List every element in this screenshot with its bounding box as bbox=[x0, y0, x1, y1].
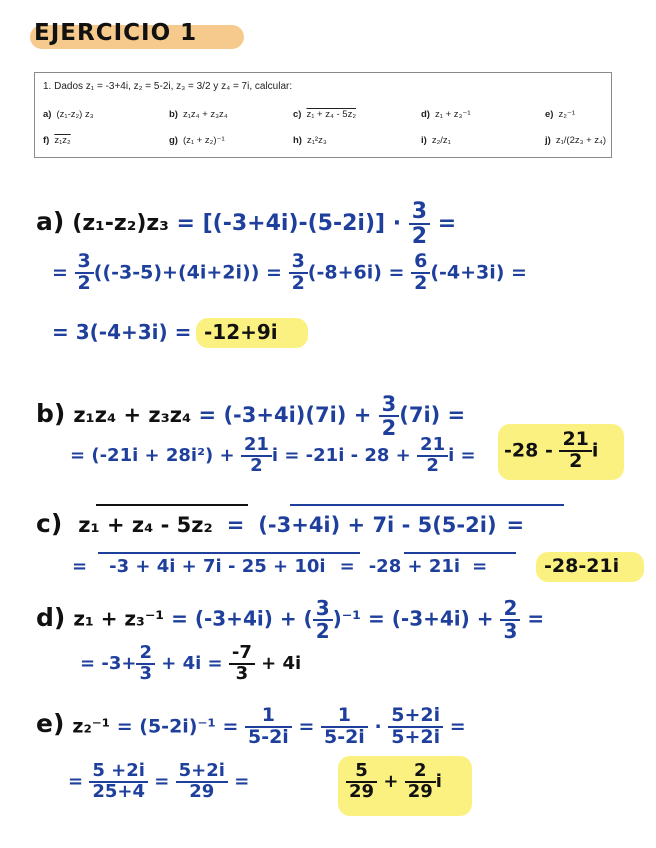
fraction bbox=[289, 252, 308, 294]
fraction bbox=[409, 200, 430, 248]
solution-e-expression: z₂⁻¹ bbox=[72, 715, 111, 738]
conjugate-bar bbox=[290, 504, 564, 506]
denominator: 3 bbox=[139, 662, 152, 684]
solution-c-step: = bbox=[72, 556, 88, 577]
denominator: 2 bbox=[411, 224, 428, 250]
solution-d-expression: z₁ + z₃⁻¹ bbox=[73, 606, 165, 631]
solution-a-step: (-4+3i) = bbox=[430, 261, 527, 284]
fraction bbox=[346, 762, 377, 802]
statement-intro: 1. Dados z₁ = -3+4i, z₂ = 5-2i, z₃ = 3/2 y z₄ = 7i, calcular: bbox=[43, 81, 293, 92]
item-text: z₂/z₁ bbox=[431, 135, 451, 146]
fraction bbox=[229, 644, 255, 684]
solution-a-step: = bbox=[430, 211, 457, 237]
numerator: 5+2i bbox=[176, 762, 228, 783]
denominator: 5+2i bbox=[391, 725, 441, 748]
denominator: 29 bbox=[407, 780, 433, 802]
numerator: 5+2i bbox=[388, 706, 443, 728]
solution-c-step: -3 + 4i + 7i - 25 + 10i bbox=[109, 556, 326, 577]
numerator: 21 bbox=[559, 430, 591, 452]
fraction bbox=[75, 252, 94, 294]
numerator: 2 bbox=[405, 762, 436, 783]
exercise-title-block bbox=[34, 20, 197, 46]
answer-a: -12+9i bbox=[204, 320, 278, 344]
solution-b-step: = (-3+4i)(7i) + bbox=[191, 403, 379, 428]
solution-c-step: = bbox=[506, 513, 525, 537]
solution-c-step: = bbox=[472, 556, 488, 577]
solution-b-step: (7i) = bbox=[399, 403, 466, 428]
conjugate-bar bbox=[404, 552, 516, 554]
denominator: 2 bbox=[291, 271, 305, 294]
fraction bbox=[417, 436, 448, 476]
solution-e-step: · bbox=[367, 715, 389, 738]
solution-e-step: = bbox=[227, 770, 250, 792]
item-text: z₁z₂ bbox=[54, 135, 71, 146]
solution-a-step: (-8+6i) = bbox=[307, 261, 412, 284]
solution-b-label: b) bbox=[36, 399, 66, 429]
solution-b-step: = (-21i + 28i²) + bbox=[70, 444, 241, 466]
denominator: 5-2i bbox=[247, 725, 289, 748]
statement-item-a bbox=[43, 109, 94, 120]
item-key: j) bbox=[545, 135, 551, 146]
item-text: z₁²z₃ bbox=[306, 135, 327, 146]
item-key: i) bbox=[421, 135, 427, 146]
numerator: 1 bbox=[245, 706, 292, 728]
denominator: 2 bbox=[381, 416, 397, 441]
solution-d-step: = bbox=[520, 606, 545, 631]
solution-b-line-2 bbox=[70, 436, 476, 476]
denominator: 29 bbox=[349, 780, 375, 802]
solution-d-step: )⁻¹ = (-3+4i) + bbox=[332, 606, 501, 631]
solution-c-line-1 bbox=[36, 509, 524, 538]
solution-a-label: a) bbox=[36, 207, 65, 237]
solution-e-line-2 bbox=[68, 762, 249, 802]
solution-c-step: -28 + 21i bbox=[368, 556, 461, 577]
solution-e-line-1 bbox=[36, 706, 466, 748]
fraction bbox=[241, 436, 272, 476]
fraction bbox=[89, 762, 148, 802]
solution-b-step: i = -21i - 28 + bbox=[271, 444, 418, 466]
solution-a-expression: (z₁-z₂)z₃ bbox=[72, 211, 169, 237]
fraction bbox=[500, 598, 520, 642]
solution-c-label: c) bbox=[36, 509, 63, 538]
item-key: c) bbox=[293, 109, 302, 120]
numerator: 2 bbox=[136, 644, 155, 665]
numerator: 1 bbox=[321, 706, 368, 728]
item-text: (z₁-z₂) z₃ bbox=[56, 109, 94, 120]
denominator: 2 bbox=[426, 454, 439, 476]
solution-d-label: d) bbox=[36, 602, 66, 632]
answer-e-part: i bbox=[435, 770, 442, 792]
item-key: e) bbox=[545, 109, 554, 120]
numerator: 21 bbox=[241, 436, 272, 457]
solution-c-step: = bbox=[226, 513, 245, 537]
solution-c-step: = bbox=[339, 556, 355, 577]
fraction bbox=[379, 393, 400, 439]
solution-d-step: + 4i bbox=[254, 652, 302, 674]
fraction bbox=[136, 644, 155, 684]
item-key: g) bbox=[169, 135, 178, 146]
numerator: 21 bbox=[417, 436, 448, 457]
statement-item-g bbox=[169, 135, 225, 146]
item-key: h) bbox=[293, 135, 302, 146]
solution-d-step: + 4i = bbox=[154, 652, 229, 674]
fraction bbox=[559, 430, 591, 472]
solution-a-line-2 bbox=[52, 252, 527, 294]
numerator: -7 bbox=[229, 644, 255, 665]
solution-c-step: (-3+4i) + 7i - 5(5-2i) bbox=[258, 513, 497, 537]
statement-item-h bbox=[293, 135, 327, 146]
solution-a-step: ((-3-5)+(4i+2i)) = bbox=[93, 261, 289, 284]
solution-b-line-1 bbox=[36, 393, 465, 439]
solution-b-step: i = bbox=[448, 444, 476, 466]
exercise-title: EJERCICIO 1 bbox=[34, 20, 198, 46]
conjugate-bar bbox=[98, 552, 360, 554]
solution-c-line-2 bbox=[72, 556, 487, 577]
solution-d-step: = (-3+4i) + ( bbox=[164, 606, 313, 631]
answer-e-part: + bbox=[377, 770, 405, 792]
item-key: d) bbox=[421, 109, 430, 120]
denominator: 5-2i bbox=[323, 725, 365, 748]
answer-b-part: -28 - bbox=[504, 439, 560, 462]
numerator: 3 bbox=[313, 598, 333, 621]
statement-item-c bbox=[293, 109, 356, 120]
fraction bbox=[321, 706, 368, 748]
solution-d-step: = -3+ bbox=[80, 652, 137, 674]
solution-a-line-1 bbox=[36, 200, 456, 248]
solution-e-step: = bbox=[291, 715, 321, 738]
numerator: 3 bbox=[409, 200, 430, 225]
solution-e-step: = bbox=[68, 770, 90, 792]
fraction bbox=[313, 598, 333, 642]
solution-a-step: = bbox=[52, 261, 75, 284]
answer-e bbox=[346, 762, 442, 802]
answer-b bbox=[504, 430, 598, 472]
denominator: 2 bbox=[77, 271, 91, 294]
solution-d-line-1 bbox=[36, 598, 544, 642]
fraction bbox=[245, 706, 292, 748]
item-text: z₁z₄ + z₃z₄ bbox=[182, 109, 228, 120]
statement-item-i bbox=[421, 135, 451, 146]
denominator: 2 bbox=[250, 454, 263, 476]
denominator: 3 bbox=[235, 662, 249, 684]
item-text: z₁ + z₃⁻¹ bbox=[434, 109, 471, 120]
item-text: z₂⁻¹ bbox=[558, 109, 576, 120]
numerator: 6 bbox=[411, 252, 430, 274]
fraction bbox=[405, 762, 436, 802]
statement-item-j bbox=[545, 135, 606, 146]
solution-e-label: e) bbox=[36, 709, 65, 739]
denominator: 29 bbox=[189, 780, 215, 802]
solution-b-expression: z₁z₄ + z₃z₄ bbox=[73, 403, 192, 428]
statement-item-e bbox=[545, 109, 575, 120]
statement-item-b bbox=[169, 109, 228, 120]
numerator: 3 bbox=[289, 252, 308, 274]
numerator: 5 +2i bbox=[89, 762, 148, 783]
item-text: (z₁ + z₂)⁻¹ bbox=[182, 135, 225, 146]
fraction bbox=[388, 706, 443, 748]
numerator: 3 bbox=[75, 252, 94, 274]
numerator: 5 bbox=[346, 762, 377, 783]
solution-a-line-3: = 3(-4+3i) = bbox=[52, 320, 192, 344]
solution-e-step: = bbox=[148, 770, 176, 792]
denominator: 3 bbox=[503, 619, 518, 643]
numerator: 2 bbox=[500, 598, 520, 621]
answer-b-part: i bbox=[591, 439, 599, 462]
item-key: a) bbox=[43, 109, 52, 120]
numerator: 3 bbox=[379, 393, 400, 417]
denominator: 2 bbox=[414, 271, 428, 294]
item-key: f) bbox=[43, 135, 50, 146]
solution-e-step: = bbox=[443, 715, 466, 738]
answer-c: -28-21i bbox=[544, 555, 620, 577]
fraction bbox=[176, 762, 228, 802]
conjugate-bar bbox=[96, 504, 248, 506]
item-text: z₁ + z₄ - 5z₂ bbox=[306, 109, 357, 120]
solution-c-expression: z₁ + z₄ - 5z₂ bbox=[78, 513, 213, 537]
problem-statement-box bbox=[34, 72, 612, 158]
solution-d-line-2 bbox=[80, 644, 301, 684]
statement-item-d bbox=[421, 109, 471, 120]
denominator: 2 bbox=[569, 449, 583, 472]
fraction bbox=[411, 252, 430, 294]
solution-e-step: = (5-2i)⁻¹ = bbox=[110, 715, 245, 738]
item-key: b) bbox=[169, 109, 178, 120]
item-text: z₁/(2z₃ + z₄) bbox=[555, 135, 607, 146]
denominator: 25+4 bbox=[92, 780, 146, 802]
denominator: 2 bbox=[315, 619, 330, 643]
statement-item-f bbox=[43, 135, 71, 146]
solution-a-step: = [(-3+4i)-(5-2i)] · bbox=[168, 211, 409, 237]
